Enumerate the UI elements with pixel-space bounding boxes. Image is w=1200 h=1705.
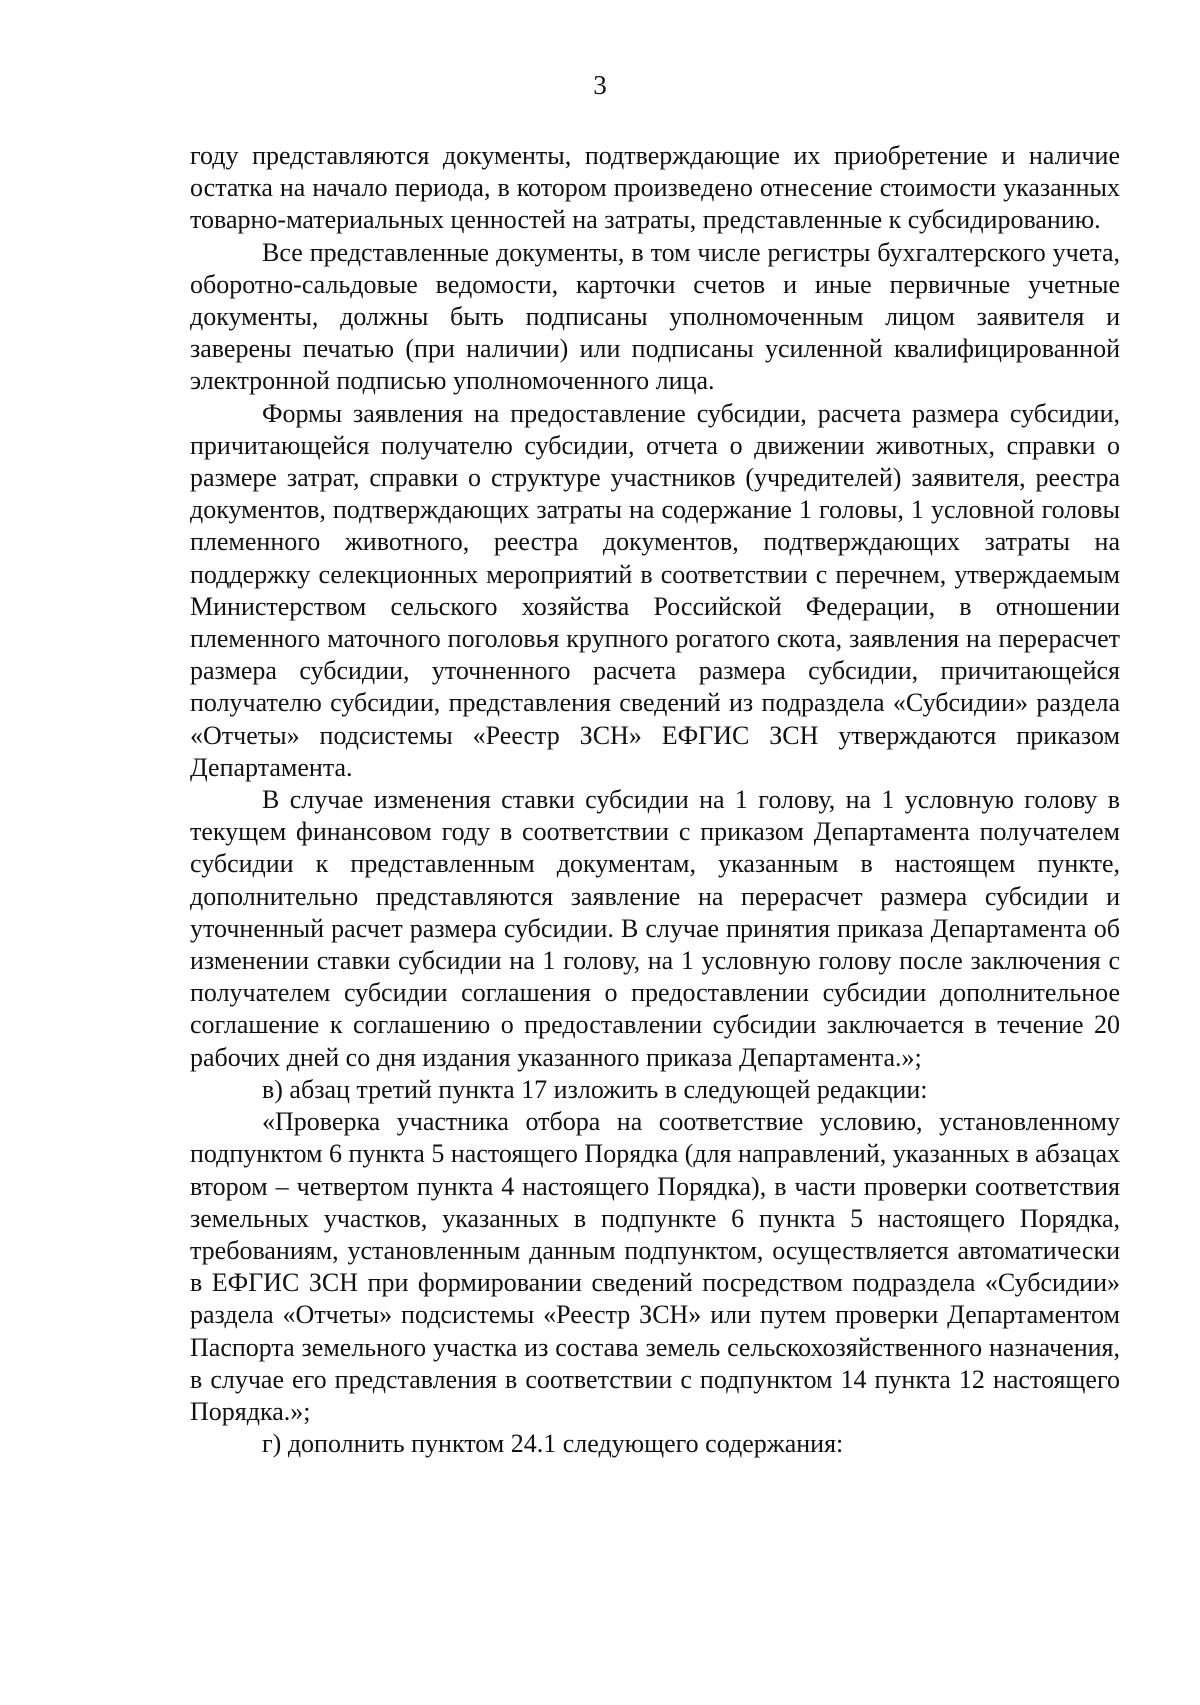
- paragraph-documents-signing: Все представленные документы, в том числе регистры бухгалтерского учета, оборотно-сальдовые ведомости, карточки счетов и иные первичные учетные документы, должны быть подписаны уполномоченным лицом заявителя и заверены печатью (при наличии) или подписаны усиленной квалифицированной электронной подписью уполномоченного лица.: [190, 237, 1120, 396]
- page-number: 3: [593, 70, 607, 100]
- paragraph-forms-approval: Формы заявления на предоставление субсидии, расчета размера субсидии, причитающейся получателю субсидии, отчета о движении животных, справки о размере затрат, справки о структуре участников (учредителей) заявителя, реестра документов, подтверждающих затраты на содержание 1 головы, 1 условной головы племенного животного, реестра документов, подтверждающих затраты на поддержку селекционных мероприятий в соответствии с перечнем, утверждаемым Министерством сельского хозяйства Российской Федерации, в отношении племенного маточного поголовья крупного рогатого скота, заявления на перерасчет размера субсидии, уточненного расчета размера субсидии, причитающейся получателю субсидии, представления сведений из подраздела «Субсидии» раздела «Отчеты» подсистемы «Реестр ЗСН» ЕФГИС ЗСН утверждаются приказом Департамента.: [190, 398, 1120, 782]
- paragraph-rate-change: В случае изменения ставки субсидии на 1 голову, на 1 условную голову в текущем финансовом году в соответствии с приказом Департамента получателем субсидии к представленным документам, указанным в настоящем пункте, дополнительно представляются заявление на перерасчет размера субсидии и уточненный расчет размера субсидии. В случае принятия приказа Департамента об изменении ставки субсидии на 1 голову, на 1 условную голову после заключения с получателем субсидии соглашения о предоставлении субсидии дополнительное соглашение к соглашению о предоставлении субсидии заключается в течение 20 рабочих дней со дня издания указанного приказа Департамента.»;: [190, 785, 1120, 1072]
- paragraph-amendment-g: г) дополнить пунктом 24.1 следующего содержания:: [262, 1429, 844, 1459]
- paragraph-participant-check: «Проверка участника отбора на соответствие условию, установленному подпунктом 6 пункта 5 настоящего Порядка (для направлений, указанных в абзацах втором – четвертом пункта 4 настоящего Порядка), в части проверки соответствия земельных участков, указанных в подпункте 6 пункта 5 настоящего Порядка, требованиям, установленным данным подпунктом, осуществляется автоматически в ЕФГИС ЗСН при формировании сведений посредством подраздела «Субсидии» раздела «Отчеты» подсистемы «Реестр ЗСН» или путем проверки Департаментом Паспорта земельного участка из состава земель сельскохозяйственного назначения, в случае его представления в соответствии с подпунктом 14 пункта 12 настоящего Порядка.»;: [190, 1107, 1120, 1426]
- document-body: [190, 140, 1120, 1460]
- paragraph-amendment-v: в) абзац третий пункта 17 изложить в следующей редакции:: [262, 1074, 928, 1104]
- paragraph-continuation: году представляются документы, подтверждающие их приобретение и наличие остатка на начало периода, в котором произведено отнесение стоимости указанных товарно-материальных ценностей на затраты, представленные к субсидированию.: [190, 141, 1120, 235]
